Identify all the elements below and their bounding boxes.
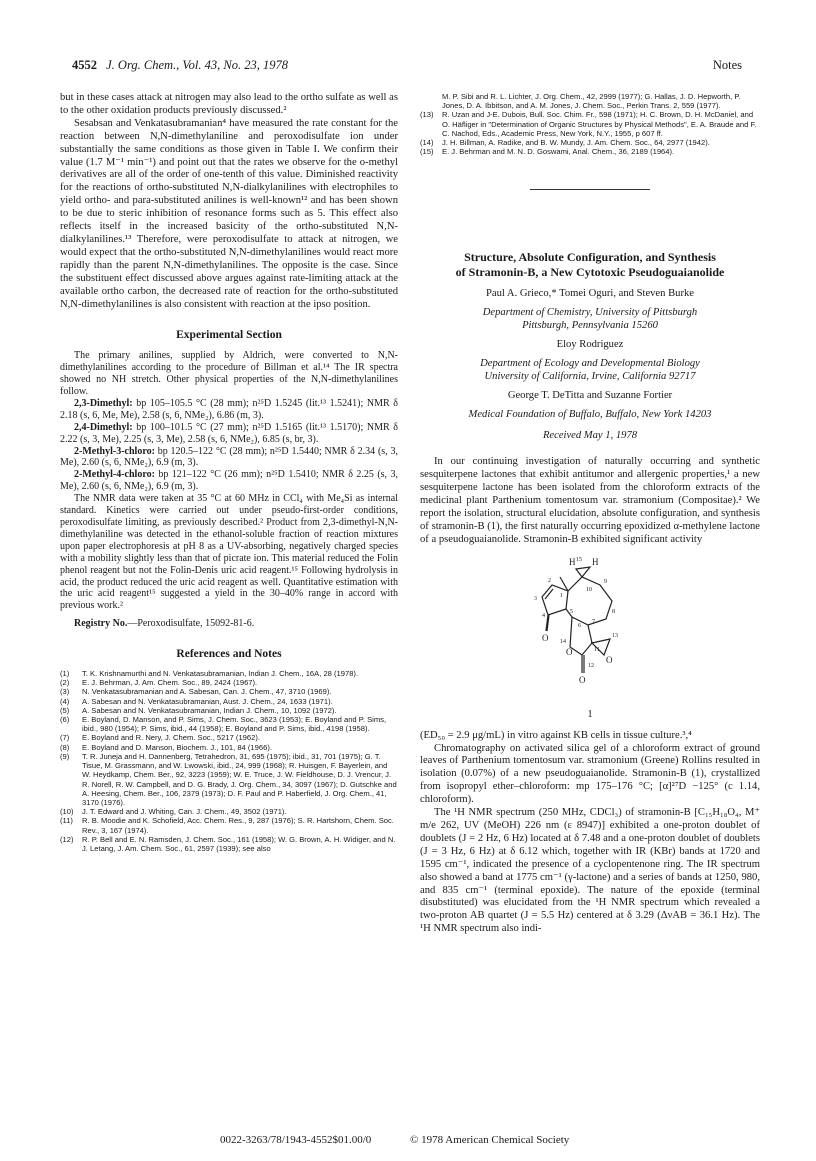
reference-text: R. P. Bell and E. N. Ramsden, J. Chem. Soc., 161 (1958); W. G. Brown, A. H. Widiger, and N. J. Letang, J. Am. Chem. Soc., 61, 2597 (1939); see also	[82, 834, 396, 853]
reference-list	[420, 92, 760, 156]
reference-text: A. Sabesan and N. Venkatasubramanian, Indian J. Chem., 10, 1092 (1972).	[82, 705, 337, 715]
reference-list	[60, 669, 398, 853]
atom-number: 10	[586, 586, 592, 593]
paragraph: (ED₅₀ = 2.9 μg/mL) in vitro against KB cells in tissue culture.³,⁴	[420, 729, 692, 741]
paragraph: but in these cases attack at nitrogen may also lead to the ortho sulfate as well as to the other oxidation products previously discussed.²	[60, 92, 398, 116]
reference-item	[60, 835, 398, 853]
article-code: 0022-3263/78/1943-4552$01.00/0	[220, 1134, 372, 1146]
affiliation: Pittsburgh, Pennsylvania 15260	[522, 320, 658, 332]
atom-number: 13	[612, 632, 618, 639]
reference-number: (1)	[60, 669, 70, 679]
compound-number: 1	[587, 708, 593, 720]
compound-data: bp 100–101.5 °C (27 mm); n²⁵D 1.5165 (lit.¹³ 1.5170); NMR δ 2.22 (s, 3, Me), 2.25 (s, 3, Me), 2.58 (s, 6, NMe₂), 6.85 (s, br, 3).	[60, 421, 398, 445]
atom-number: 9	[604, 578, 607, 585]
affiliation: Department of Ecology and Developmental Biology	[480, 358, 700, 370]
section-label: Notes	[712, 58, 742, 72]
paragraph: The ¹H NMR spectrum (250 MHz, CDCl₃) of stramonin-B [C₁₅H₁₈O₄, M⁺ m/e 262, UV (MeOH) 226 nm (ε 8947)] exhibited a one-proton doublet of doublets (J = 2 Hz, 6 Hz) located at δ 7.48 and a one-proton doublet of doublets (J = 3 Hz, 6 Hz) at δ 6.12 which, together with IR (KBr) bands at 1720 and 1595 cm⁻¹, indicated the presence of a cyclopentenone ring. The IR spectrum also showed a band at 1775 cm⁻¹ (γ-lactone) and a series of bands at 1250, 980, and 835 cm⁻¹ (terminal epoxide). The nature of the epoxide (terminal disubstituted) was elucidated from the ¹H NMR spectrum which revealed a two-proton AB quartet (J = 5.5 Hz) centered at δ 3.29 (ΔνAB = 36.1 Hz). The ¹H NMR spectrum also indi-	[420, 807, 760, 935]
compound-entry	[60, 446, 398, 470]
compound-name: 2,3-Dimethyl:	[74, 397, 133, 409]
author-block	[420, 287, 760, 442]
reference-number: (12)	[60, 834, 74, 844]
paragraph: The primary anilines, supplied by Aldrich, were converted to N,N-dimethylanilines according to the procedure of Billman et al.¹⁴ The IR spectra showed no NH stretch. Other physical properties of the N,N-dimethylanilines follow.	[60, 350, 398, 398]
reference-item	[420, 110, 760, 138]
reference-text: R. Uzan and J-E. Dubois, Bull. Soc. Chim. Fr., 598 (1971); H. C. Brown, D. H. McDaniel, and O. Häfliger in "Determination of Organic Structures by Physical Methods", E. A. Braude and F. C. Nachod, Eds., Academic Press, New York, N.Y., 1955, p 607 ff.	[442, 110, 757, 138]
reference-text: J. H. Billman, A. Radike, and B. W. Mundy, J. Am. Chem. Soc., 64, 2977 (1942).	[442, 138, 710, 148]
structure-drawing	[520, 555, 660, 705]
section-heading: Experimental Section	[176, 329, 282, 342]
reference-item	[60, 715, 398, 733]
affiliation: University of California, Irvine, California 92717	[484, 371, 696, 383]
atom-label: O	[542, 632, 549, 643]
right-column	[420, 92, 760, 936]
atom-number: 3	[534, 595, 537, 602]
authors: Eloy Rodriguez	[556, 339, 624, 351]
reference-item	[60, 807, 398, 816]
reference-item	[60, 706, 398, 715]
atom-number: 7	[592, 618, 595, 625]
reference-text: E. J. Behrman, J. Am. Chem. Soc., 89, 2424 (1967).	[82, 678, 258, 688]
experimental-section	[60, 350, 398, 630]
atom-label: O	[606, 654, 613, 665]
reference-number: (10)	[60, 807, 74, 817]
paragraph: Sesabsan and Venkatasubramanian⁴ have measured the rate constant for the reaction between N,N-dimethylaniline and peroxodisulfate ion under substantially the same conditions as those given in Table I. We confirm their value (1.7 M⁻¹ min⁻¹) and point out that the rates we observe for the o-methyl derivatives are all of the order of one-tenth of this value. Diminished reactivity for the reactions of ortho-substituted N,N-dialkylanilines with electrophiles to yield ortho- and para-substituted anilines is well-known¹² and has been shown to be due to steric inhibition of resonance forms such as 5. This effect also reflects itself in the increased basicity of the ortho-substituted N,N-dialkylanilines.¹³ Therefore, were peroxodisulfate to attack at nitrogen, we would expect that the ortho-substituted N,N-dimethylanilines would react more rapidly than the parent N,N-dimethylanilines. The opposite is the case. Since the substituent effect discussed above argues against rate-limiting attack at the available ortho carbon, the decreased rate of reaction for the ortho-substituted N,N-dimethylanilines is also consistent with reaction at the ipso position.	[60, 117, 398, 310]
reference-text: E. Boyland and D. Manson, Biochem. J., 101, 84 (1966).	[82, 742, 272, 752]
reference-item	[420, 147, 760, 156]
reference-text: E. Boyland, D. Manson, and P. Sims, J. Chem. Soc., 3623 (1953); E. Boyland and P. Sims, ibid., 980 (1954); P. Sims, ibid., 44 (1958); E. Boyland and P. Sims, ibid., 4198 (1958).	[82, 715, 387, 734]
atom-label: H	[592, 556, 599, 567]
compound-name: 2,4-Dimethyl:	[74, 421, 133, 433]
compound-data: bp 105–105.5 °C (28 mm); n²⁵D 1.5245 (lit.¹³ 1.5241); NMR δ 2.18 (s, 6, Me, Me), 2.58 (s, 6, NMe₂), 6.86 (m, 3).	[60, 397, 398, 421]
running-header	[72, 58, 742, 73]
title-line: Structure, Absolute Configuration, and Synthesis	[464, 250, 716, 265]
reference-number: (4)	[60, 696, 70, 706]
reference-number: (6)	[60, 715, 70, 725]
reference-number: (15)	[420, 147, 434, 157]
atom-number: 14	[560, 638, 566, 645]
title-line: of Stramonin-B, a New Cytotoxic Pseudoguaianolide	[455, 264, 725, 279]
reference-text: R. B. Moodie and K. Schofield, Acc. Chem. Res., 9, 287 (1976); S. R. Hartshorn, Chem. Soc. Rev., 3, 167 (1974).	[82, 816, 394, 835]
reference-item	[60, 816, 398, 834]
atom-label: O	[566, 646, 573, 657]
compound-name: 2-Methyl-3-chloro:	[74, 445, 155, 457]
reference-text: N. Venkatasubramanian and A. Sabesan, Can. J. Chem., 47, 3710 (1969).	[82, 687, 332, 697]
reference-number: (2)	[60, 678, 70, 688]
journal-citation: J. Org. Chem., Vol. 43, No. 23, 1978	[106, 58, 288, 72]
reference-item	[60, 743, 398, 752]
reference-text: M. P. Sibi and R. L. Lichter, J. Org. Chem., 42, 2999 (1977); G. Hallas, J. D. Hepworth, P. Jones, D. A. Ibbitson, and A. M. Jones, J. Chem. Soc., Perkin Trans. 2, 559 (1977).	[442, 92, 741, 111]
page-number: 4552	[72, 58, 97, 72]
atom-number: 6	[578, 622, 581, 629]
reference-text: E. Boyland and R. Nery, J. Chem. Soc., 5217 (1962).	[82, 733, 260, 743]
affiliation: Department of Chemistry, University of Pittsburgh	[482, 307, 698, 319]
atom-number: 8	[612, 608, 615, 615]
atom-number: 1	[560, 592, 563, 599]
reference-number: (13)	[420, 110, 434, 120]
reference-item	[60, 669, 398, 678]
compound-data: bp 121–122 °C (26 mm); n²⁵D 1.5410; NMR δ 2.25 (s, 3, Me), 2.60 (s, 6, NMe₂), 6.9 (m, 3).	[60, 469, 398, 493]
paragraph: In our continuing investigation of naturally occurring and synthetic sesquiterpene lactones that exhibit antitumor and allergenic properties,¹ a new sesquiterpene lactone has been isolated from the chloroform extracts of the medicinal plant Parthenium tomentosum var. stramonium (Compositae).² We report the isolation, structural elucidation, absolute configuration, and synthesis of stramonin-B (1), the first naturally occurring epoxidized α-methylene lactone of a pseudoguaianolide. Stramonin-B exhibited significant activity	[420, 456, 760, 545]
received-date: Received May 1, 1978	[542, 430, 638, 442]
reference-item	[420, 92, 760, 110]
left-column	[60, 92, 398, 853]
reference-number: (3)	[60, 687, 70, 697]
reference-text: T. R. Juneja and H. Dannenberg, Tetrahedron, 31, 695 (1975); ibid., 31, 701 (1975); G. T. Tisue, M. Grassmann, and W. Lwowski, ibid., 24, 999 (1968); R. Huisgen, F. Bayerlein, and W. Heydkamp, Chem. Ber., 92, 3223 (1959); W. E. Truce, J. W. Fieldhouse, D. J. Vrencur, J. R. Norell, R. W. Campbell, and D. G. Brady, J. Org. Chem., 34, 3097 (1967); D. Gutschke and A. Heesing, Chem. Ber., 106, 2379 (1973); D. F. Paul and P. Haberfield, J. Org. Chem., 41, 3170 (1976).	[82, 751, 397, 807]
atom-label: O	[579, 674, 586, 685]
reference-text: T. K. Krishnamurthi and N. Venkatasubramanian, Indian J. Chem., 16A, 28 (1978).	[82, 669, 359, 679]
article-title	[420, 250, 760, 279]
reference-number: (8)	[60, 742, 70, 752]
registry-label: Registry No.	[74, 618, 128, 630]
compound-entry	[60, 469, 398, 493]
copyright: © 1978 American Chemical Society	[410, 1134, 570, 1146]
divider	[530, 189, 650, 190]
registry-text: —Peroxodisulfate, 15092-81-6.	[127, 618, 255, 630]
compound-entry	[60, 422, 398, 446]
compound-data: bp 120.5–122 °C (28 mm); n²⁵D 1.5440; NMR δ 2.34 (s, 3, Me), 2.60 (s, 6, NMe₂), 6.9 (m, 3).	[60, 445, 398, 469]
atom-number: 5	[570, 608, 573, 615]
reference-item	[60, 697, 398, 706]
atom-number: 11	[594, 646, 600, 653]
atom-label: H	[569, 556, 576, 567]
atom-label: 15	[576, 556, 582, 563]
reference-number: (9)	[60, 751, 70, 761]
compound-entry	[60, 398, 398, 422]
reference-item	[60, 687, 398, 696]
reference-text: J. T. Edward and J. Whiting, Can. J. Chem., 49, 3502 (1971).	[82, 807, 287, 817]
reference-number	[420, 92, 442, 110]
atom-number: 2	[548, 577, 551, 584]
reference-number: (14)	[420, 138, 434, 148]
chemical-structure	[420, 555, 760, 705]
reference-text: E. J. Behrman and M. N. D. Goswami, Anal. Chem., 36, 2189 (1964).	[442, 147, 675, 157]
reference-text: A. Sabesan and N. Venkatasubramanian, Aust. J. Chem., 24, 1633 (1971).	[82, 696, 333, 706]
authors: Paul A. Grieco,* Tomei Oguri, and Steven Burke	[486, 288, 694, 300]
atom-number: 4	[542, 612, 545, 619]
reference-item	[420, 138, 760, 147]
affiliation: Medical Foundation of Buffalo, Buffalo, New York 14203	[468, 409, 712, 421]
paragraph: Chromatography on activated silica gel of a chloroform extract of ground leaves of Parthenium tomentosum var. stramonium (Greene) Rollins resulted in isolation (0.07%) of a new pseudoguaianolide. Stramonin-B (1), crystallized from isopropyl ether–chloroform: mp 175–176 °C; [α]²⁷D −125° (c 1.14, chloroform).	[420, 742, 760, 806]
reference-number: (11)	[60, 816, 73, 826]
paragraph: The NMR data were taken at 35 °C at 60 MHz in CCl₄ with Me₄Si as internal standard. Kinetics were carried out under pseudo-first-order conditions, peroxodisulfate limiting, as previously described.² Product from 2,3-dimethyl-N,N-dimethylaniline was detected in the ethanol-soluble fraction of reaction mixtures upon paper electrophoresis at pH 8 as a UV-absorbing, negatively charged species with a mobility slightly less than that of picrate ion. This material reduced the Folin phenol reagent but not the Folin-Denis uric acid reagent.¹⁵ Following hydrolysis in acid, the product reduced the uric acid reagent as well. Quantitative estimation with the uric acid reagent¹⁵ suggested a yield in the 30–40% range in accord with previous work.²	[60, 493, 398, 612]
authors: George T. DeTitta and Suzanne Fortier	[507, 390, 673, 402]
reference-item	[60, 678, 398, 687]
reference-number: (5)	[60, 705, 70, 715]
section-heading: References and Notes	[176, 648, 282, 661]
atom-number: 12	[588, 662, 594, 669]
reference-item	[60, 752, 398, 807]
compound-name: 2-Methyl-4-chloro:	[74, 469, 155, 481]
registry-number	[60, 618, 398, 630]
reference-number: (7)	[60, 733, 70, 743]
reference-item	[60, 733, 398, 742]
